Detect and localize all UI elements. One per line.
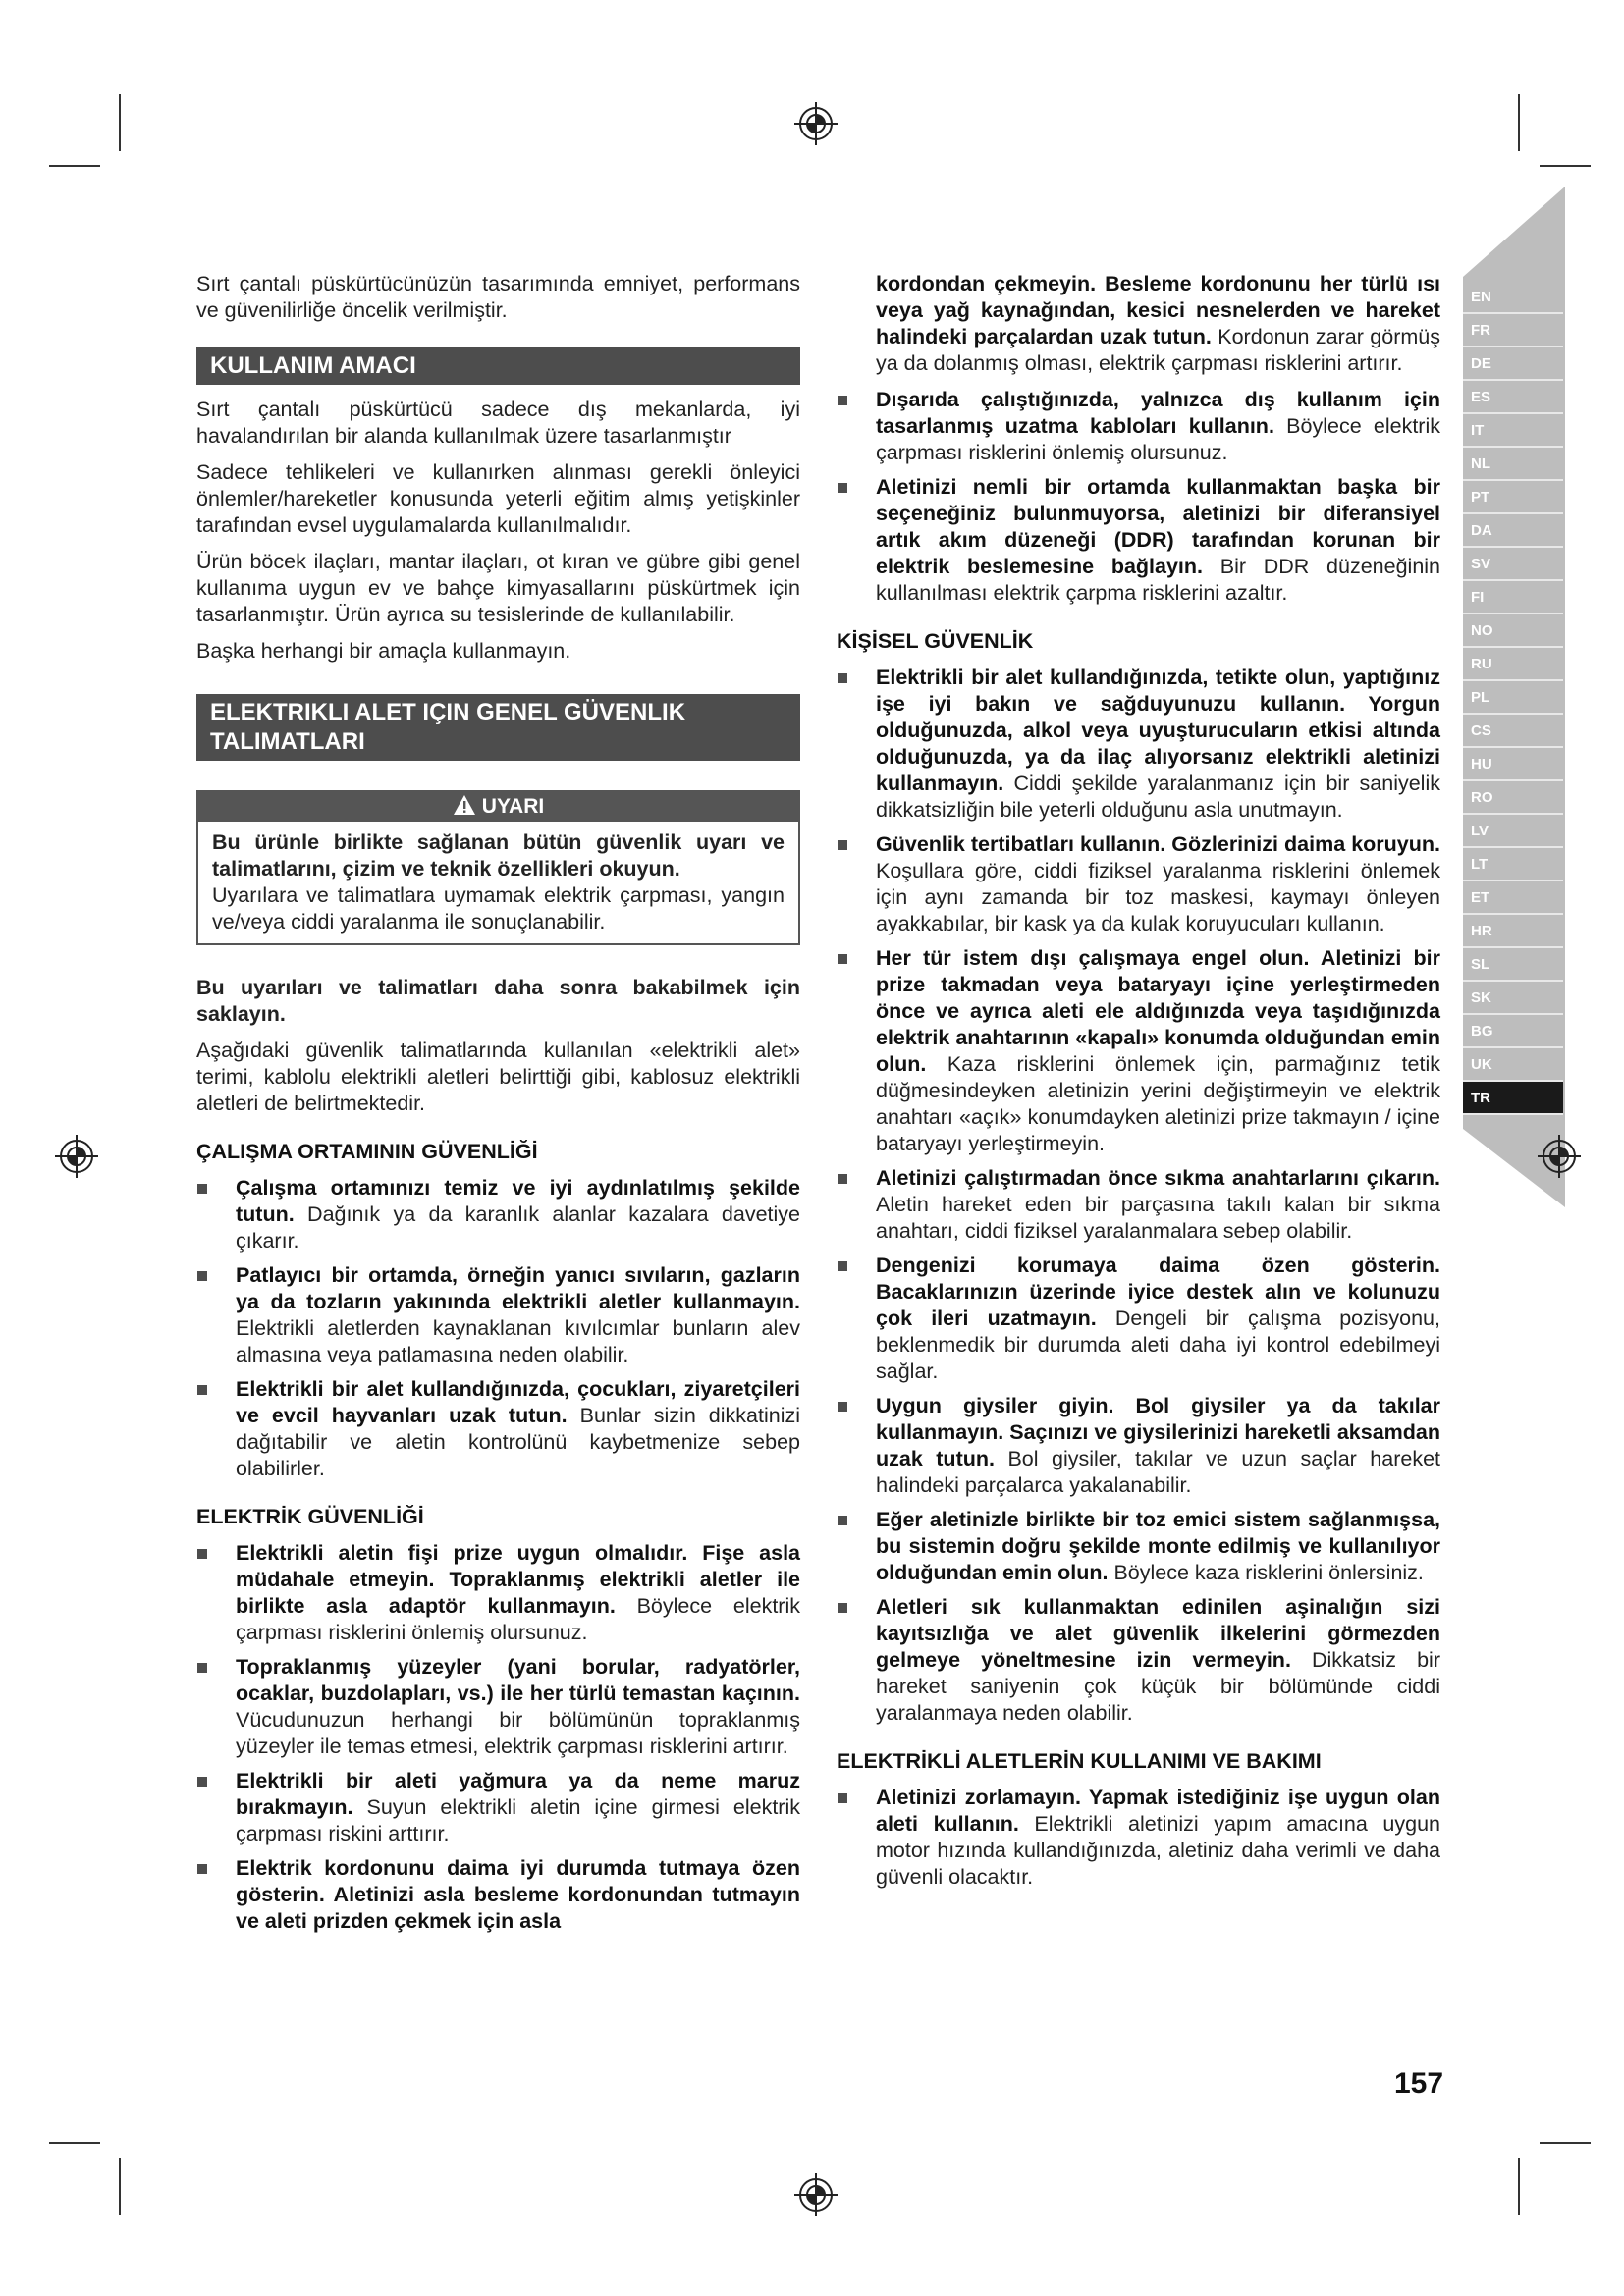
language-tab-en: EN	[1463, 281, 1563, 314]
warning-label: UYARI	[481, 795, 545, 818]
crop-mark	[1540, 2142, 1591, 2144]
crop-mark	[119, 94, 121, 151]
list-item: Aletinizi çalıştırmadan önce sıkma anahtarlarını çıkarın. Aletin hareket eden bir parçasına takılı kalan bir sıkma anahtarı, ciddi fiziksel yaralanmalara sebep olabilir.	[837, 1165, 1440, 1245]
language-tab-sv: SV	[1463, 548, 1563, 581]
left-column	[196, 271, 800, 1945]
registration-mark-icon	[792, 2171, 839, 2218]
language-tab-it: IT	[1463, 414, 1563, 448]
crop-mark	[1518, 94, 1520, 151]
paragraph: Sadece tehlikeleri ve kullanırken alınması gerekli önleyici önlemler/hareketler konusunda yeterli eğitim almış yetişkinler tarafından evsel uygulamalarda kullanılmalıdır.	[196, 460, 800, 537]
list-item: Elektrik kordonunu daima iyi durumda tutmaya özen gösterin. Aletinizi asla besleme kordonundan tutmayın ve aleti prizden çekmek için asla	[196, 1855, 800, 1935]
list-item: Elektrikli bir alet kullandığınızda, tetikte olun, yaptığınız işe iyi bakın ve sağduyunuzu kullanın. Yorgun olduğunuzda, alkol veya uyuşturucuların etkisi altında olduğunuzda, ya da ilaç alıyorsanız elektrikli aletinizi kullanmayın. Ciddi şekilde yaralanmanız için bir saniyelik dikkatsizliğin bile yeterli olduğunu asla unutmayın.	[837, 665, 1440, 824]
subheading-personal-safety: KİŞİSEL GÜVENLİK	[837, 629, 1034, 653]
subheading-work-area: ÇALIŞMA ORTAMININ GÜVENLİĞİ	[196, 1140, 538, 1163]
language-tab-fi: FI	[1463, 581, 1563, 614]
language-tab-hu: HU	[1463, 748, 1563, 781]
language-tab-da: DA	[1463, 514, 1563, 548]
electrical-safety-list-continued	[837, 387, 1440, 607]
language-tab-uk: UK	[1463, 1048, 1563, 1082]
language-tab-no: NO	[1463, 614, 1563, 648]
language-tab-hr: HR	[1463, 915, 1563, 948]
language-tab-nl: NL	[1463, 448, 1563, 481]
keep-instructions-note: Bu uyarıları ve talimatları daha sonra bakabilmek için saklayın.	[196, 976, 800, 1026]
paragraph: Sırt çantalı püskürtücü sadece dış mekanlarda, iyi havalandırılan bir alanda kullanılmak üzere tasarlanmıştır	[196, 398, 800, 448]
list-item: Uygun giysiler giyin. Bol giysiler ya da takılar kullanmayın. Saçınızı ve giysilerinizi hareketli aksamdan uzak tutun. Bol giysiler, takılar ve uzun saçlar hareket halindeki parçalarca yakalanabilir.	[837, 1393, 1440, 1499]
language-tab-ru: RU	[1463, 648, 1563, 681]
registration-mark-icon	[1536, 1133, 1583, 1180]
language-tab-lt: LT	[1463, 848, 1563, 881]
electrical-safety-list	[196, 1540, 800, 1935]
list-item: Eğer aletinizle birlikte bir toz emici sistem sağlanmışsa, bu sistemin doğru şekilde monte edilmiş ve kullanılıyor olduğundan emin olun. Böylece kaza risklerini önlersiniz.	[837, 1507, 1440, 1586]
list-item: Aletleri sık kullanmaktan edinilen aşinalığın sizi kayıtsızlığa ve alet güvenlik ilkelerini görmezden gelmeye yöneltmesine izin vermeyin. Dikkatsiz bir hareket saniyenin çok küçük bir bölümünde ciddi yaralanmaya neden olabilir.	[837, 1594, 1440, 1727]
page-number: 157	[1394, 2067, 1444, 2100]
language-tab-pl: PL	[1463, 681, 1563, 715]
list-item: Elektrikli aletin fişi prize uygun olmalıdır. Fişe asla müdahale etmeyin. Topraklanmış elektrikli aletler ile birlikte asla adaptör kullanmayın. Böylece elektrik çarpması risklerini önlemiş olursunuz.	[196, 1540, 800, 1646]
language-tab-bg: BG	[1463, 1015, 1563, 1048]
language-tab-lv: LV	[1463, 815, 1563, 848]
language-tab-et: ET	[1463, 881, 1563, 915]
warning-box	[196, 790, 800, 945]
subheading-electrical-safety: ELEKTRİK GÜVENLİĞİ	[196, 1505, 424, 1528]
registration-mark-icon	[792, 100, 839, 147]
language-tab-sk: SK	[1463, 982, 1563, 1015]
list-item: Patlayıcı bir ortamda, örneğin yanıcı sıvıların, gazların ya da tozların yakınında elektrikli aletler kullanmayın. Elektrikli aletlerden kaynaklanan kıvılcımlar bunların alev almasına veya patlamasına neden olabilir.	[196, 1262, 800, 1368]
paragraph: Ürün böcek ilaçları, mantar ilaçları, ot kıran ve gübre gibi genel kullanıma uygun ev ve bahçe kimyasallarını püskürtmek için tasarlanmıştır. Ürün ayrıca su tesislerinde de kullanılabilir.	[196, 550, 800, 626]
crop-mark	[49, 165, 100, 167]
warning-bold-text: Bu ürünle birlikte sağlanan bütün güvenlik uyarı ve talimatlarını, çizim ve teknik özellikleri okuyun.	[212, 830, 785, 881]
list-item: Aletinizi zorlamayın. Yapmak istediğiniz işe uygun olan aleti kullanın. Elektrikli aletinizi yapım amacına uygun motor hızında kullandığınızda, aletiniz daha verimli ve daha güvenli olacaktır.	[837, 1785, 1440, 1891]
intro-text: Sırt çantalı püskürtücünüzün tasarımında emniyet, performans ve güvenilirliğe öncelik verilmiştir.	[196, 272, 800, 322]
language-tab-sl: SL	[1463, 948, 1563, 982]
subheading-use-and-care: ELEKTRİKLİ ALETLERİN KULLANIMI VE BAKIMI	[837, 1749, 1322, 1773]
registration-mark-icon	[53, 1133, 100, 1180]
warning-triangle-icon	[453, 794, 476, 816]
language-tab-de: DE	[1463, 347, 1563, 381]
language-tab-pt: PT	[1463, 481, 1563, 514]
crop-mark	[119, 2158, 121, 2215]
warning-text: Uyarılara ve talimatlara uymamak elektrik çarpması, yangın ve/veya ciddi yaralanma ile sonuçlanabilir.	[212, 883, 785, 934]
crop-mark	[1540, 165, 1591, 167]
language-tab-es: ES	[1463, 381, 1563, 414]
list-item: Elektrikli bir alet kullandığınızda, çocukları, ziyaretçileri ve evcil hayvanları uzak tutun. Bunlar sizin dikkatinizi dağıtabilir ve aletin kontrolünü kaybetmenize sebep olabilirler.	[196, 1376, 800, 1482]
list-item: Güvenlik tertibatları kullanın. Gözlerinizi daima koruyun. Koşullara göre, ciddi fiziksel yaralanma risklerini önlemek için aynı zamanda bir toz maskesi, kaymayı önleyen ayakkabılar, bir kask ya da kulak koruyucuları kullanın.	[837, 831, 1440, 937]
list-item: Topraklanmış yüzeyler (yani borular, radyatörler, ocaklar, buzdolapları, vs.) ile her türlü temastan kaçının. Vücudunuzun herhangi bir bölümünün topraklanmış yüzeyler ile temas etmesi, elektrik çarpması risklerini artırır.	[196, 1654, 800, 1760]
paragraph: Başka herhangi bir amaçla kullanmayın.	[196, 639, 571, 663]
continued-list-item: kordondan çekmeyin. Besleme kordonunu her türlü ısı veya yağ kaynağından, kesici nesnelerden ve hareket halindeki parçalardan uzak tutun. Kordonun zarar görmüş ya da dolanmış olması, elektrik çarpması risklerini artırır.	[876, 272, 1440, 375]
crop-mark	[1518, 2158, 1520, 2215]
language-tab-cs: CS	[1463, 715, 1563, 748]
list-item: Her tür istem dışı çalışmaya engel olun. Aletinizi bir prize takmadan veya bataryayı içine yerleştirmeden önce ve ayrıca aleti ele aldığınızda veya taşıdığınızda elektrik anahtarının «kapalı» konumda olduğundan emin olun. Kaza risklerini önlemek için, parmağınız tetik düğmesindeyken aletinizin yerini değiştirmeyin ve elektrik anahtarı «açık» konumdayken aletinizi prize takmayın / içine bataryayı yerleştirmeyin.	[837, 945, 1440, 1157]
list-item: Dengenizi korumaya daima özen gösterin. Bacaklarınızın üzerinde iyice destek alın ve kolunuzu çok ileri uzatmayın. Dengeli bir çalışma pozisyonu, beklenmedik bir durumda aleti daha iyi kontrol edebilmeyi sağlar.	[837, 1253, 1440, 1385]
language-tabs	[1463, 281, 1563, 1115]
work-area-list	[196, 1175, 800, 1482]
language-tab-tr: TR	[1463, 1082, 1563, 1115]
list-item: Elektrikli bir aleti yağmura ya da neme maruz bırakmayın. Suyun elektrikli aletin içine girmesi elektrik çarpması riskini arttırır.	[196, 1768, 800, 1847]
language-tab-ro: RO	[1463, 781, 1563, 815]
use-care-list	[837, 1785, 1440, 1891]
language-tab-fr: FR	[1463, 314, 1563, 347]
list-item: Çalışma ortamınızı temiz ve iyi aydınlatılmış şekilde tutun. Dağınık ya da karanlık alanlar kazalara davetiye çıkarır.	[196, 1175, 800, 1255]
section-heading-intended-use: KULLANIM AMACI	[196, 347, 800, 385]
crop-mark	[49, 2142, 100, 2144]
term-note: Aşağıdaki güvenlik talimatlarında kullanılan «elektrikli alet» terimi, kablolu elektrikli aletleri belirttiği gibi, kablosuz elektrikli aletleri de belirtmektedir.	[196, 1039, 800, 1115]
list-item: Aletinizi nemli bir ortamda kullanmaktan başka bir seçeneğiniz bulunmuyorsa, aletinizi bir diferansiyel artık akım düzeneği (DDR) tarafından korunan bir elektrik beslemesine bağlayın. Bir DDR düzeneğinin kullanılması elektrik çarpma risklerini azaltır.	[837, 474, 1440, 607]
list-item: Dışarıda çalıştığınızda, yalnızca dış kullanım için tasarlanmış uzatma kabloları kullanın. Böylece elektrik çarpması risklerini önlemiş olursunuz.	[837, 387, 1440, 466]
section-heading-general-safety: ELEKTRIKLI ALET IÇIN GENEL GÜVENLIK TALIMATLARI	[196, 694, 800, 761]
personal-safety-list	[837, 665, 1440, 1727]
warning-header	[198, 792, 798, 822]
right-column	[837, 271, 1440, 1900]
